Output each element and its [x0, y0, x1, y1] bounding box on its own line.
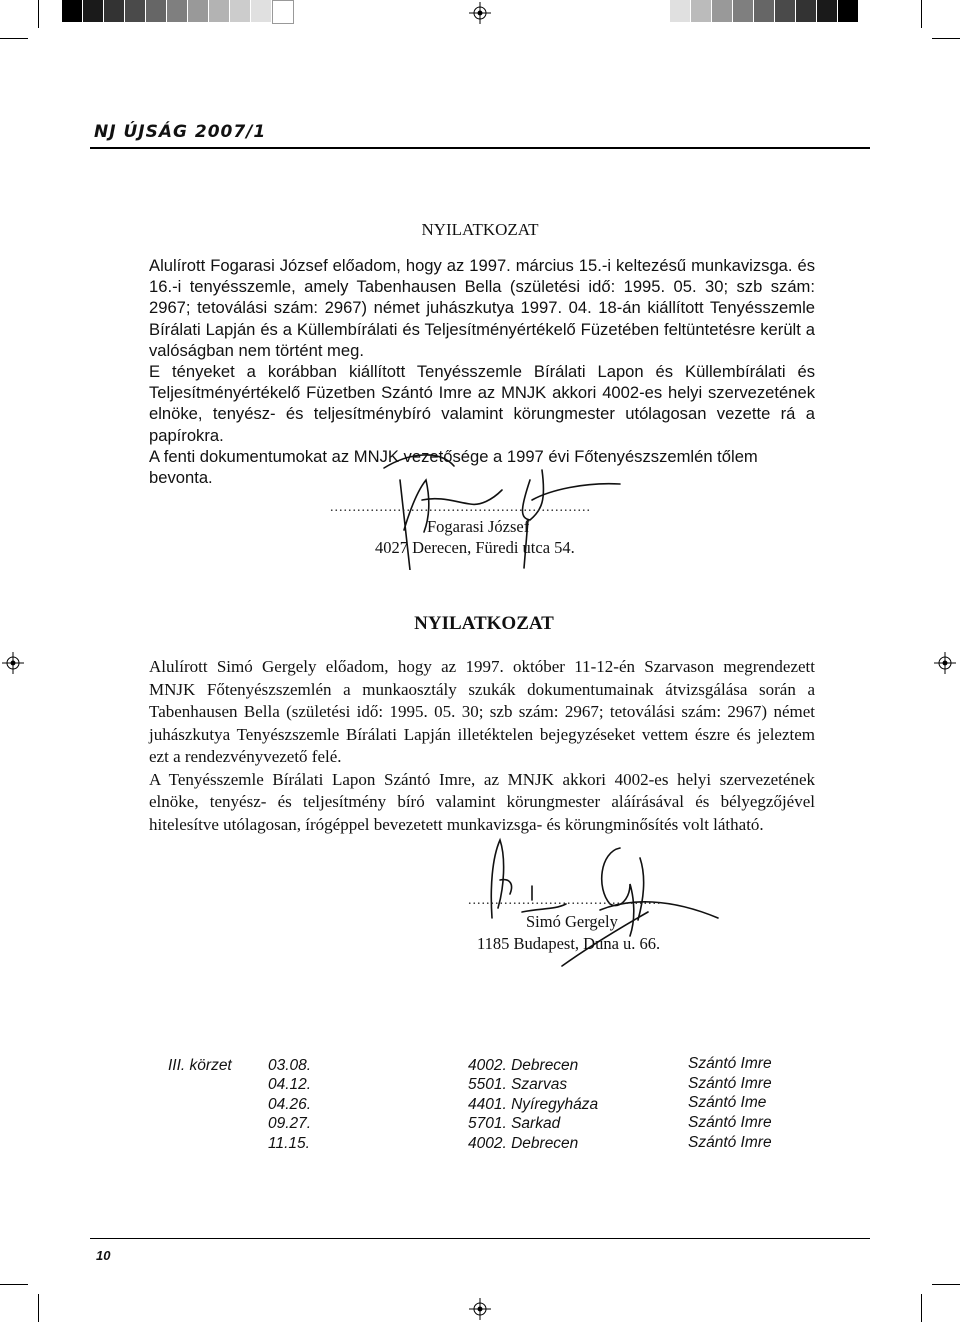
row-place: 4401. Nyíregyháza [468, 1096, 599, 1113]
statement2-signer-name: Simó Gergely [526, 912, 618, 931]
statement1-paragraph: Alulírott Fogarasi József előadom, hogy az 1997. március 15.-i keltezésű munkavizsga. és 16.-i tenyésszemle, amely Tabenhausen Bella (születési idő: 1995. 05. 30; szb szám: 2967; tetoválási szám: 2967) német juhászkutya 1997. 04. 18-án kiállított Tenyésszemle Bírálati Lapján és a Küllembírálati és Teljesítményértékelő Füzetében feltüntetésre került a valóságban nem történt meg. [149, 256, 815, 360]
registration-target-icon [469, 2, 491, 24]
registration-target-icon [2, 652, 24, 674]
signature-line: ........................................... [468, 893, 662, 908]
page-number: 10 [96, 1248, 111, 1263]
row-place: 4002. Debrecen [468, 1057, 579, 1074]
row-date: 04.12. [268, 1076, 312, 1093]
row-date: 09.27. [268, 1115, 312, 1132]
registration-target-icon [934, 652, 956, 674]
statement2-title: NYILATKOZAT [414, 613, 554, 634]
statement2-body [149, 656, 815, 836]
registration-target-icon [469, 1298, 491, 1320]
registration-bar-right [670, 0, 859, 22]
row-place: 4002. Debrecen [468, 1135, 579, 1152]
signature-line: .......................................................... [330, 500, 591, 515]
row-date: 04.26. [268, 1096, 312, 1113]
row-name: Szántó Ime [688, 1094, 767, 1111]
statement1-title: NYILATKOZAT [421, 220, 539, 239]
statement1-paragraph: E tényeket a korábban kiállított Tenyésszemle Bírálati Lapon és Küllembírálati és Teljesítményértékelő Füzetben Szántó Imre az MNJK akkori 4002-es helyi szervezetének elnöke, tenyész- és teljesítménybíró valamint körungmester utólagosan vezette rá a papírokra. [149, 362, 815, 445]
statement1-paragraph: A fenti dokumentumokat az MNJK vezetősége a 1997 évi Főtenyészszemlén tőlem bevonta. [149, 446, 758, 488]
row-place: 5701. Sarkad [468, 1115, 561, 1132]
row-name: Szántó Imre [688, 1055, 772, 1072]
row-name: Szántó Imre [688, 1134, 772, 1151]
statement1-signer-name: Fogarasi József [427, 517, 530, 536]
row-place: 5501. Szarvas [468, 1076, 568, 1093]
registration-bar-left [62, 0, 294, 22]
district-label: III. körzet [168, 1057, 232, 1074]
statement1-signer-address: 4027 Derecen, Füredi utca 54. [375, 538, 575, 557]
page-header-title: NJ ÚJSÁG 2007/1 [94, 122, 267, 142]
header-rule [90, 147, 870, 149]
statement2-signer-address: 1185 Budapest, Duna u. 66. [477, 934, 661, 953]
row-date: 03.08. [268, 1057, 312, 1074]
row-name: Szántó Imre [688, 1114, 772, 1131]
footer-rule [90, 1238, 870, 1239]
statement2-paragraph: Alulírott Simó Gergely előadom, hogy az 1997. október 11-12-én Szarvason megrendezett MNJK Főtenyészszemlén a munkaosztály szukák dokumentumainak átvizsgálása során a Tabenhausen Bella (születési idő: 1995. 05. 30; szb szám: 2967; tetoválási szám: 2967) német juhászkutya Tenyészszemle Bírálati Lapján illetéktelen bejegyzéseket vettem észre és jeleztem ezt a rendezvényvezető felé. [149, 657, 815, 766]
row-name: Szántó Imre [688, 1075, 772, 1092]
row-date: 11.15. [268, 1135, 310, 1152]
statement2-paragraph: A Tenyésszemle Bírálati Lapon Szántó Imre, az MNJK akkori 4002-es helyi szervezetének elnöke, tenyész- és teljesítmény bíró valamint körungmester aláírásával és bélyegzőjével hitelesítve utólagosan, írógéppel bevezetett munkavizsga- és körungminősítés volt látható. [149, 769, 815, 834]
